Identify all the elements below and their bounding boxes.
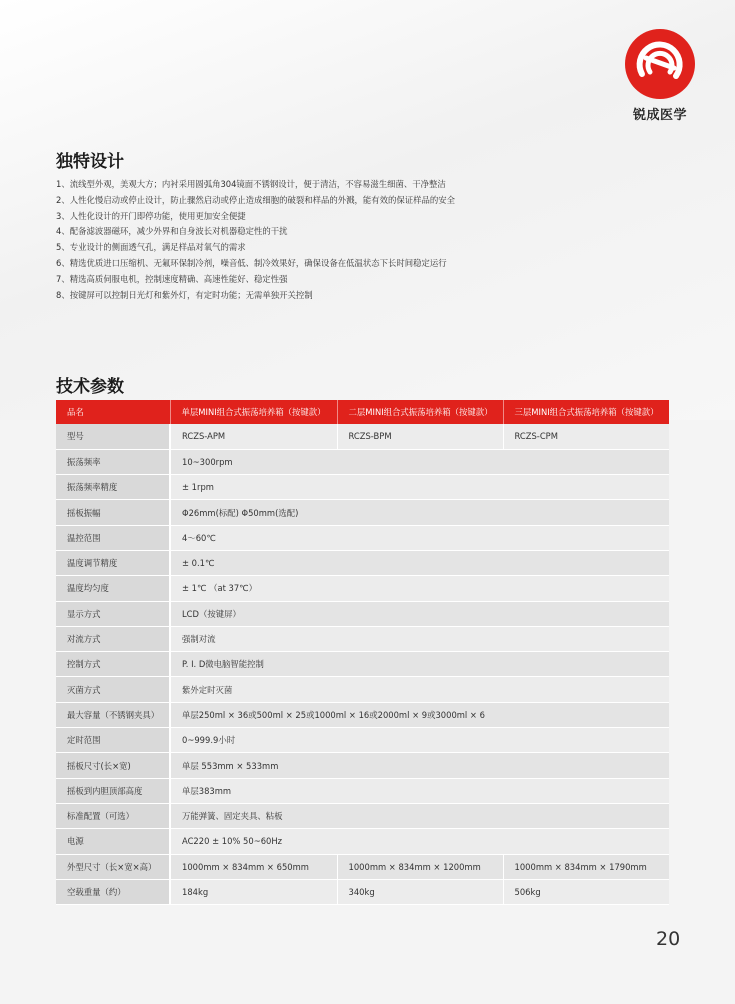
row-label: 显示方式 xyxy=(56,601,170,626)
cell-value: 单层250ml × 36或500ml × 25或1000ml × 16或2000ml × 9或3000ml × 6 xyxy=(170,702,669,727)
cell-value: 4～60℃ xyxy=(170,525,669,550)
row-label: 对流方式 xyxy=(56,626,170,651)
table-row xyxy=(56,500,669,525)
table-row xyxy=(56,652,669,677)
cell-value: 万能弹簧、固定夹具、粘板 xyxy=(170,803,669,828)
cell-value: 单层 553mm × 533mm xyxy=(170,753,669,778)
header-single-layer: 单层MINI组合式振荡培养箱（按键款） xyxy=(170,400,337,424)
cell-value: AC220 ± 10% 50~60Hz xyxy=(170,829,669,854)
table-row xyxy=(56,626,669,651)
table-row xyxy=(56,879,669,904)
cell-value: ± 0.1℃ xyxy=(170,550,669,575)
row-label: 振荡频率 xyxy=(56,449,170,474)
row-label: 摇板振幅 xyxy=(56,500,170,525)
row-label: 摇板到内胆顶部高度 xyxy=(56,778,170,803)
row-label: 电源 xyxy=(56,829,170,854)
row-label: 温度调节精度 xyxy=(56,550,170,575)
table-row xyxy=(56,424,669,449)
table-row xyxy=(56,728,669,753)
row-label: 振荡频率精度 xyxy=(56,475,170,500)
table-row xyxy=(56,449,669,474)
feature-item: 1、流线型外观，美观大方；内衬采用圆弧角304镜面不锈钢设计，便于清洁，不容易滋生细菌、干净整洁 xyxy=(56,179,446,189)
table-row xyxy=(56,475,669,500)
page-number: 20 xyxy=(656,928,681,950)
feature-item: 6、精选优质进口压缩机、无氟环保制冷剂，噪音低、制冷效果好，确保设备在低温状态下长时间稳定运行 xyxy=(56,257,447,268)
cell-value: 0~999.9小时 xyxy=(170,728,669,753)
row-label: 控制方式 xyxy=(56,652,170,677)
header-double-layer: 二层MINI组合式振荡培养箱（按键款） xyxy=(337,400,503,424)
table-row xyxy=(56,550,669,575)
cell-value: ± 1rpm xyxy=(170,475,669,500)
cell-value: 1000mm × 834mm × 1200mm xyxy=(337,854,503,879)
cell-value: Φ26mm(标配) Φ50mm(选配) xyxy=(170,500,669,525)
brand-name: 锐成医学 xyxy=(632,108,687,123)
cell-value: 强制对流 xyxy=(170,626,669,651)
table-row xyxy=(56,677,669,702)
row-label: 摇板尺寸(长×宽) xyxy=(56,753,170,778)
cell-value: 506kg xyxy=(503,879,669,904)
features-list xyxy=(56,177,676,303)
logo-icon xyxy=(624,28,696,100)
cell-value: LCD（按键屏） xyxy=(170,601,669,626)
cell-value: P. I. D微电脑智能控制 xyxy=(170,652,669,677)
row-label: 温控范围 xyxy=(56,525,170,550)
row-label: 最大容量（不锈钢夹具） xyxy=(56,702,170,727)
features-title: 独特设计 xyxy=(56,152,124,172)
brand-logo xyxy=(618,28,702,128)
table-row xyxy=(56,525,669,550)
cell-value: 1000mm × 834mm × 650mm xyxy=(170,854,337,879)
cell-value: 1000mm × 834mm × 1790mm xyxy=(503,854,669,879)
specs-title: 技术参数 xyxy=(56,377,124,397)
feature-item: 2、人性化慢启动或停止设计，防止骤然启动或停止造成细胞的破裂和样品的外溅，能有效的保证样品的安全 xyxy=(56,194,455,205)
feature-item: 5、专业设计的侧面透气孔，满足样品对氧气的需求 xyxy=(56,242,246,253)
table-row xyxy=(56,854,669,879)
feature-item: 3、人性化设计的开门即停功能，使用更加安全便捷 xyxy=(56,210,246,221)
row-label: 标准配置（可选） xyxy=(56,803,170,828)
cell-value: 单层383mm xyxy=(170,778,669,803)
row-label: 型号 xyxy=(56,424,170,449)
spec-table xyxy=(56,400,669,905)
spec-header-row xyxy=(56,400,669,424)
cell-value: 184kg xyxy=(170,879,337,904)
table-row xyxy=(56,601,669,626)
cell-value: 340kg xyxy=(337,879,503,904)
table-row xyxy=(56,576,669,601)
header-product-name: 品名 xyxy=(56,400,170,424)
row-label: 定时范围 xyxy=(56,728,170,753)
table-row xyxy=(56,778,669,803)
table-row xyxy=(56,829,669,854)
table-row xyxy=(56,753,669,778)
cell-value: ± 1℃ （at 37℃） xyxy=(170,576,669,601)
header-triple-layer: 三层MINI组合式振荡培养箱（按键款） xyxy=(503,400,669,424)
row-label: 外型尺寸（长×宽×高） xyxy=(56,854,170,879)
row-label: 空载重量（约） xyxy=(56,879,170,904)
table-row xyxy=(56,803,669,828)
table-row xyxy=(56,702,669,727)
cell-value: RCZS-APM xyxy=(170,424,337,449)
row-label: 灭菌方式 xyxy=(56,677,170,702)
cell-value: 10~300rpm xyxy=(170,449,669,474)
cell-value: 紫外定时灭菌 xyxy=(170,677,669,702)
cell-value: RCZS-CPM xyxy=(503,424,669,449)
feature-item: 7、精选高质伺服电机，控制速度精确、高速性能好、稳定性强 xyxy=(56,273,288,284)
cell-value: RCZS-BPM xyxy=(337,424,503,449)
row-label: 温度均匀度 xyxy=(56,576,170,601)
feature-item: 8、按键屏可以控制日光灯和紫外灯，有定时功能；无需单独开关控制 xyxy=(56,289,313,300)
feature-item: 4、配备滤波器磁环，减少外界和自身波长对机器稳定性的干扰 xyxy=(56,226,288,237)
